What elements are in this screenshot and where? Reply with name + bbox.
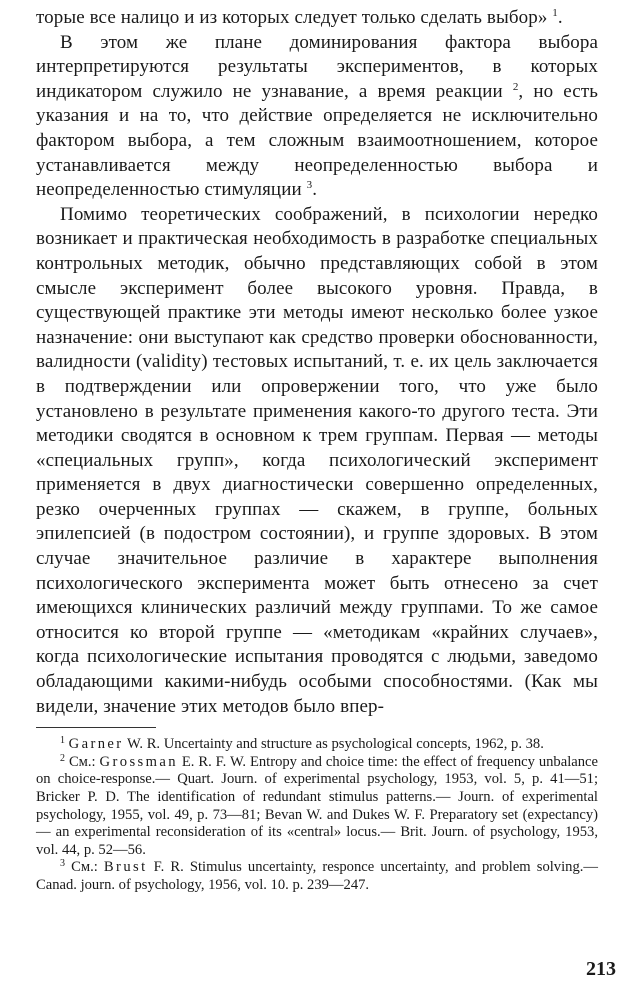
- footnote-number: 2: [60, 752, 65, 764]
- footnote-divider: [36, 727, 156, 728]
- text-segment: .: [557, 7, 563, 28]
- text-segment: F. R. Stimulus uncertainty, responce uncertainty, and problem solving.— Canad. journ. of psychology, 1956, vol. 10. p. 239—247.: [36, 859, 598, 893]
- footnote-reference: 3: [306, 179, 313, 192]
- book-page: [36, 6, 598, 991]
- main-text: [36, 6, 598, 719]
- page-number: 213: [586, 958, 616, 980]
- text-segment: , но есть указания и на то, что действие определяется не исключительно фактором выбора, а тем сложным взаимоотношением, которое устанавливается между неопределенностью выбора и неопределенностью стимуляции: [36, 80, 598, 201]
- text-segment: Помимо теоретических соображений, в психологии нередко возникает и практическая необходимость в разработке специальных контрольных методик, обычно представляющих собой в этом смысле эксперимент более высокого уровня. Правда, в существующей практике эти методы имеют несколько более узкое назначение: они выступают как средство проверки обоснованности, валидности (validity) тестовых испытаний, т. е. их цель заключается в подтверждении или опровержении того, что уже было установлено в результате применения какого-то другого теста. Эти методики сводятся в основном к трем группам. Первая — методы «специальных групп», когда психологический эксперимент применяется в двух диагностически совершенно определенных, резко очерченных группах — скажем, в группе, больных эпилепсией (в подостром состоянии), и группе здоровых. В этом случае значительное различие в характере выполнения психологического эксперимента может быть отнесено за счет имеющихся клинических различий между группами. То же самое относится ко второй группе — «методикам «крайних случаев», когда психологические испытания проводятся с людьми, заведомо обладающими какими-нибудь особыми способностями. (Как мы видели, значение этих методов было впер-: [36, 203, 598, 717]
- footnote-number: 1: [60, 735, 65, 747]
- footnote-list: [36, 736, 598, 894]
- text-segment: торые все налицо и из которых следует только сделать выбор»: [36, 7, 553, 28]
- author-name: Brust: [103, 859, 148, 876]
- text-segment: См.:: [68, 753, 100, 770]
- text-segment: См.:: [71, 859, 104, 876]
- footnote: [36, 754, 598, 860]
- footnote: [36, 859, 598, 894]
- paragraph: [36, 203, 598, 719]
- footnotes: [36, 727, 598, 894]
- footnote: [36, 736, 598, 754]
- text-segment: В этом же плане доминирования фактора выбора интерпретируются результаты экспериментов, в которых индикатором служило не узнавание, а время реакции: [36, 31, 598, 102]
- text-segment: W. R. Uncertainty and structure as psychological concepts, 1962, p. 38.: [123, 736, 544, 753]
- author-name: Grossman: [99, 753, 178, 770]
- footnote-reference: 2: [512, 80, 519, 93]
- paragraph: [36, 6, 598, 31]
- author-name: Garner: [68, 736, 124, 753]
- text-segment: E. R. F. W. Entropy and choice time: the effect of frequency unbalance on choice-response.— Quart. Journ. of experimental psychology, 1953, vol. 5, p. 41—51; Bricker P. D. The identification of redundant stimulus patterns.— Journ. of experimental psychology, 1955, vol. 49, p. 73—81; Bevan W. and Dukes W. F. Preparatory set (expectancy) — an experimental reconsideration of its «central» locus.— Brit. Journ. of psychology, 1953, vol. 44, p. 52—56.: [36, 753, 598, 858]
- footnote-reference: 1: [552, 7, 558, 19]
- paragraph: [36, 31, 598, 203]
- text-segment: .: [312, 179, 318, 201]
- footnote-number: 3: [60, 858, 65, 870]
